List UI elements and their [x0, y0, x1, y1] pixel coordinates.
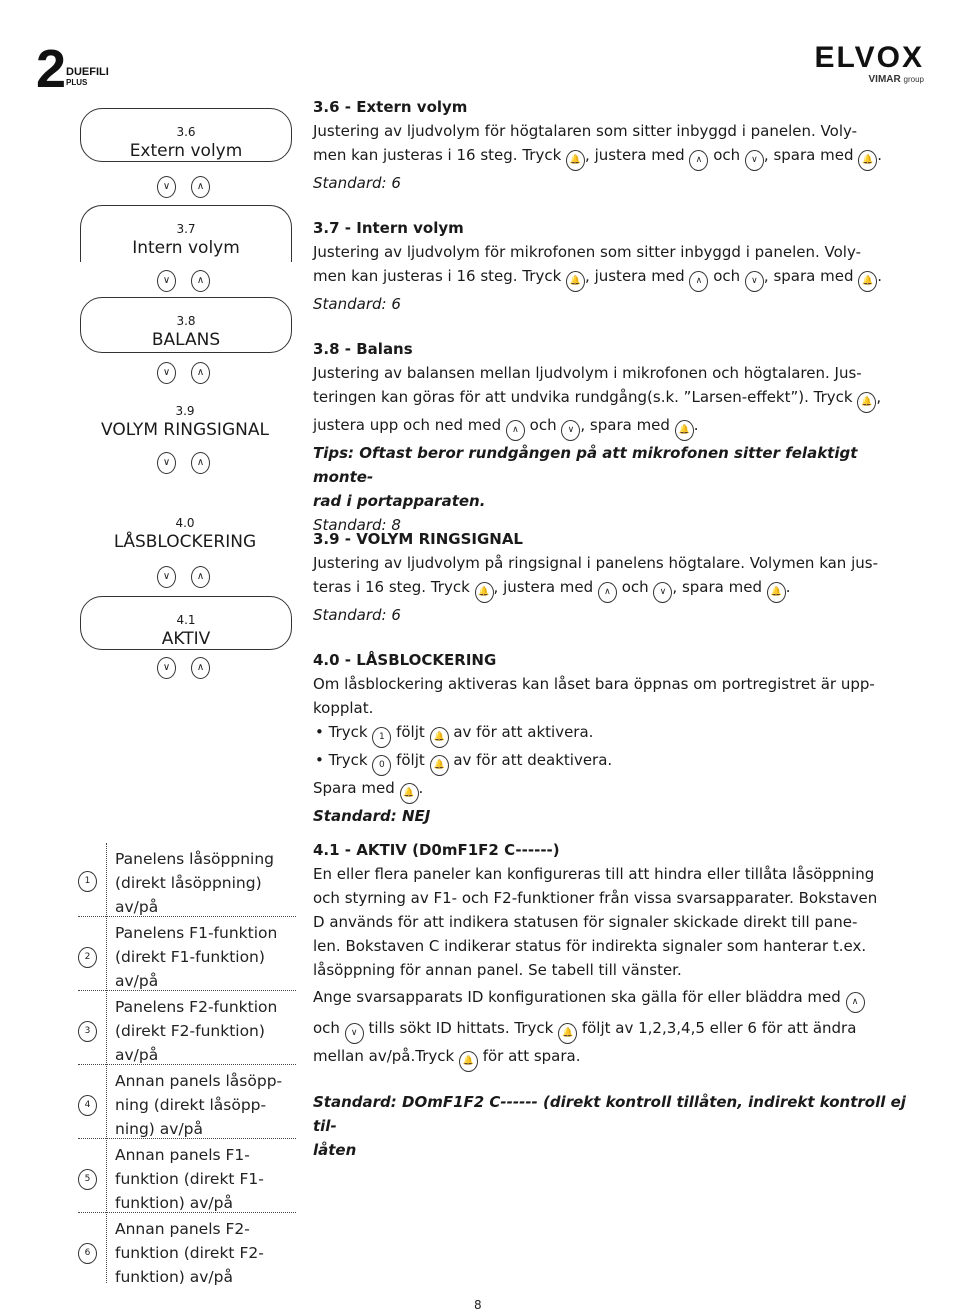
standard-value: Standard: NEJ	[313, 807, 431, 825]
menu-name: Extern volym	[129, 141, 243, 161]
table-row	[78, 843, 296, 917]
bell-icon: 🔔	[459, 1051, 478, 1072]
bullet-item: • Tryck 1 följt 🔔 av för att aktivera.	[313, 720, 913, 748]
duefili-logo	[36, 39, 109, 100]
key-row-4-1	[157, 657, 211, 677]
section-title: 3.7 - Intern volym	[313, 219, 464, 237]
menu-box-4-1	[80, 596, 292, 650]
section-title: 3.8 - Balans	[313, 340, 413, 358]
menu-box-3-8	[80, 297, 292, 353]
up-key-icon: ∧	[191, 657, 210, 679]
table-row-text: Annan panels F2-funktion (direkt F2-funktion) av/på	[115, 1220, 264, 1286]
menu-box-3-9	[80, 388, 290, 442]
body-line: Justering av ljudvolym för mikrofonen som sitter inbyggd i panelen. Voly-	[313, 243, 861, 261]
body-line: men kan justeras i 16 steg. Tryck 🔔 , justera med ∧ och ∨ , spara med 🔔 .	[313, 143, 913, 171]
standard-value: Standard: 6	[313, 606, 401, 624]
bell-icon: 🔔	[566, 271, 585, 292]
standard-value: Standard: 8	[313, 516, 401, 534]
menu-name: AKTIV	[161, 629, 211, 649]
key-6-icon: 6	[78, 1243, 97, 1264]
body-line: Justering av balansen mellan ljudvolym i mikrofonen och högtalaren. Jus-	[313, 364, 862, 382]
key-1-icon: 1	[372, 727, 391, 748]
down-key-icon: ∨	[561, 420, 580, 441]
tips-line: Tips: Oftast beror rundgången på att mikrofonen sitter felaktigt monte-	[313, 444, 858, 486]
up-key-icon: ∧	[191, 176, 210, 198]
body-line: Spara med 🔔 .	[313, 776, 913, 804]
section-title: 4.1 - AKTIV (D0mF1F2 C------)	[313, 841, 560, 859]
key-row-3-9	[157, 452, 211, 472]
section-3-9	[313, 527, 913, 627]
down-key-icon: ∨	[157, 657, 176, 679]
menu-name: VOLYM RINGSIGNAL	[101, 420, 269, 440]
key-2-icon: 2	[78, 947, 97, 968]
body-line: D används för att indikera statusen för signaler skickade direkt till pane-	[313, 913, 858, 931]
table-row	[78, 1139, 296, 1213]
bell-icon: 🔔	[400, 783, 419, 804]
down-key-icon: ∨	[157, 176, 176, 198]
down-key-icon: ∨	[157, 362, 176, 384]
key-row-4-0	[157, 566, 211, 586]
bullet-item: • Tryck 0 följt 🔔 av för att deaktivera.	[313, 748, 913, 776]
section-title: 4.0 - LÅSBLOCKERING	[313, 651, 497, 669]
key-0-icon: 0	[372, 755, 391, 776]
body-line: teringen kan göras för att undvika rundgång(s.k. ”Larsen-effekt”). Tryck 🔔 ,	[313, 385, 913, 413]
table-row-text: Annan panels F1-funktion (direkt F1-funktion) av/på	[115, 1146, 264, 1212]
bell-icon: 🔔	[558, 1023, 577, 1044]
bell-icon: 🔔	[430, 755, 449, 776]
section-4-0	[313, 648, 913, 828]
up-key-icon: ∧	[689, 150, 708, 171]
menu-num: 3.7	[176, 222, 196, 236]
table-row-text: Annan panels låsöpp-ning (direkt låsöpp-ning) av/på	[115, 1072, 283, 1138]
menu-num: 3.9	[175, 404, 195, 418]
bell-icon: 🔔	[858, 150, 877, 171]
bell-icon: 🔔	[430, 727, 449, 748]
key-3-icon: 3	[78, 1021, 97, 1042]
menu-box-4-0	[80, 500, 290, 556]
menu-name: LÅSBLOCKERING	[113, 532, 257, 552]
tips-line: rad i portapparaten.	[313, 492, 486, 510]
body-line: men kan justeras i 16 steg. Tryck 🔔 , justera med ∧ och ∨ , spara med 🔔 .	[313, 264, 913, 292]
body-line: teras i 16 steg. Tryck 🔔 , justera med ∧ och ∨ , spara med 🔔 .	[313, 575, 913, 603]
body-line: Om låsblockering aktiveras kan låset bara öppnas om portregistret är upp-	[313, 675, 875, 693]
menu-box-3-6	[80, 108, 292, 162]
body-line: Justering av ljudvolym på ringsignal i panelens högtalare. Volymen kan jus-	[313, 554, 878, 572]
body-line: mellan av/på.Tryck 🔔 för att spara.	[313, 1044, 913, 1072]
down-key-icon: ∨	[157, 566, 176, 588]
body-line: Justering av ljudvolym för högtalaren som sitter inbyggd i panelen. Voly-	[313, 122, 858, 140]
body-line: justera upp och ned med ∧ och ∨ , spara med 🔔 .	[313, 413, 913, 441]
key-4-icon: 4	[78, 1095, 97, 1116]
up-key-icon: ∧	[191, 362, 210, 384]
down-key-icon: ∨	[745, 150, 764, 171]
down-key-icon: ∨	[157, 452, 176, 474]
section-title: 3.9 - VOLYM RINGSIGNAL	[313, 530, 523, 548]
menu-num: 4.1	[176, 613, 196, 627]
elvox-logo	[809, 41, 924, 86]
up-key-icon: ∧	[689, 271, 708, 292]
menu-num: 3.8	[176, 314, 196, 328]
body-line: len. Bokstaven C indikerar status för indirekta signaler som hanterar t.ex.	[313, 937, 867, 955]
bell-icon: 🔔	[857, 392, 876, 413]
menu-num: 4.0	[175, 516, 195, 530]
table-row-text: Panelens F1-funktion (direkt F1-funktion) av/på	[115, 924, 278, 990]
key-1-icon: 1	[78, 871, 97, 892]
body-line: låsöppning för annan panel. Se tabell till vänster.	[313, 961, 682, 979]
section-3-6	[313, 95, 913, 195]
elvox-name: ELVOX	[814, 41, 924, 74]
section-4-1	[313, 838, 913, 1162]
logo-plus: PLUS	[66, 78, 88, 87]
down-key-icon: ∨	[653, 582, 672, 603]
key-5-icon: 5	[78, 1169, 97, 1190]
section-title: 3.6 - Extern volym	[313, 98, 468, 116]
up-key-icon: ∧	[191, 566, 210, 588]
up-key-icon: ∧	[506, 420, 525, 441]
body-line: En eller flera paneler kan konfigureras till att hindra eller tillåta låsöppning	[313, 865, 875, 883]
down-key-icon: ∨	[157, 270, 176, 292]
table-row	[78, 917, 296, 991]
up-key-icon: ∧	[191, 270, 210, 292]
menu-name: Intern volym	[132, 238, 240, 258]
table-row	[78, 1213, 296, 1286]
up-key-icon: ∧	[846, 992, 865, 1013]
down-key-icon: ∨	[345, 1023, 364, 1044]
table-row-text: Panelens F2-funktion (direkt F2-funktion) av/på	[115, 998, 278, 1064]
standard-value: Standard: 6	[313, 295, 401, 313]
standard-value: låten	[313, 1141, 357, 1159]
body-line: och styrning av F1- och F2-funktioner från vissa svarsapparater. Bokstaven	[313, 889, 878, 907]
bell-icon: 🔔	[675, 420, 694, 441]
vimar-group: VIMAR group	[868, 74, 924, 85]
down-key-icon: ∨	[745, 271, 764, 292]
menu-name: BALANS	[151, 330, 221, 350]
standard-value: Standard: 6	[313, 174, 401, 192]
key-row-3-6	[157, 176, 211, 196]
standard-value: Standard: DOmF1F2 C------ (direkt kontroll tillåten, indirekt kontroll ej til-	[313, 1093, 906, 1135]
body-line: Ange svarsapparats ID konfigurationen ska gälla för eller bläddra med ∧	[313, 985, 913, 1013]
bell-icon: 🔔	[475, 582, 494, 603]
table-row	[78, 1065, 296, 1139]
logo-duefili: DUEFILI	[66, 66, 109, 78]
menu-num: 3.6	[176, 125, 196, 139]
table-row-text: Panelens låsöppning (direkt låsöppning) av/på	[115, 850, 275, 916]
body-line: och ∨ tills sökt ID hittats. Tryck 🔔 följt av 1,2,3,4,5 eller 6 för att ändra	[313, 1016, 913, 1044]
menu-box-3-7	[80, 205, 292, 262]
logo-2: 2	[36, 39, 67, 99]
bell-icon: 🔔	[858, 271, 877, 292]
bell-icon: 🔔	[767, 582, 786, 603]
bell-icon: 🔔	[566, 150, 585, 171]
section-3-8	[313, 337, 913, 537]
key-row-3-8	[157, 362, 211, 382]
table-row	[78, 991, 296, 1065]
function-table	[78, 843, 296, 1286]
page-number: 8	[474, 1298, 482, 1312]
up-key-icon: ∧	[191, 452, 210, 474]
up-key-icon: ∧	[598, 582, 617, 603]
body-line: kopplat.	[313, 699, 374, 717]
section-3-7	[313, 216, 913, 316]
key-row-3-7	[157, 270, 211, 290]
